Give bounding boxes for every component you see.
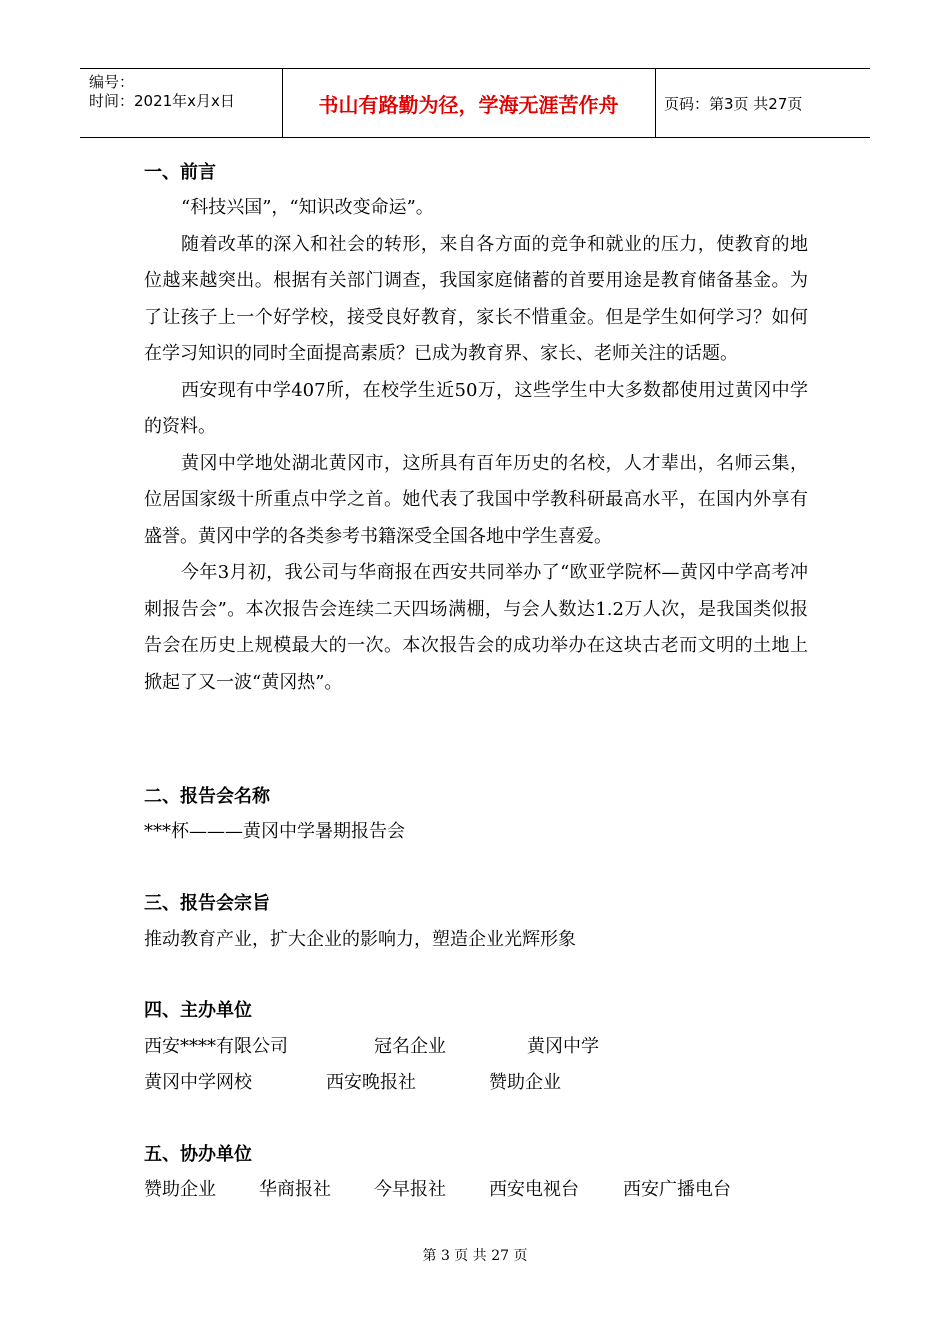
organizer: 黄冈中学 bbox=[527, 1036, 599, 1057]
header-motto: 书山有路勤为径，学海无涯苦作舟 bbox=[318, 92, 619, 117]
section-title-preface: 一、前言 bbox=[144, 162, 216, 183]
organizer: 冠名企业 bbox=[374, 1036, 446, 1057]
section-title-organizers: 四、主办单位 bbox=[144, 1000, 252, 1021]
organizer: 黄冈中学网校 bbox=[144, 1072, 252, 1093]
page-info: 页码：第3页 共27页 bbox=[664, 94, 803, 113]
preface-body bbox=[144, 190, 808, 701]
organizer: 西安****有限公司 bbox=[144, 1036, 288, 1057]
header-meta bbox=[89, 73, 235, 111]
paragraph: 今年3月初，我公司与华商报在西安共同举办了“欧亚学院杯—黄冈中学高考冲刺报告会”。本次报告会连续二天四场满棚，与会人数达1.2万人次，是我国类似报告会在历史上规模最大的一次。本次报告会的成功举办在这块古老而文明的土地上掀起了又一波“黄冈热”。 bbox=[144, 562, 808, 693]
time-label: 时间：2021年x月x日 bbox=[89, 92, 235, 110]
co-organizer: 赞助企业 bbox=[144, 1179, 216, 1200]
paragraph: 随着改革的深入和社会的转形，来自各方面的竞争和就业的压力，使教育的地位越来越突出。根据有关部门调查，我国家庭储蓄的首要用途是教育储备基金。为了让孩子上一个好学校，接受良好教育，家长不惜重金。但是学生如何学习？如何在学习知识的同时全面提高素质？已成为教育界、家长、老师关注的话题。 bbox=[144, 233, 808, 364]
organizer: 赞助企业 bbox=[489, 1072, 561, 1093]
report-name: ***杯———黄冈中学暑期报告会 bbox=[144, 821, 405, 842]
co-organizer: 西安广播电台 bbox=[623, 1179, 731, 1200]
paragraph: “科技兴国”，“知识改变命运”。 bbox=[181, 197, 434, 218]
section-title-purpose: 三、报告会宗旨 bbox=[144, 893, 270, 914]
document-header bbox=[80, 68, 870, 138]
paragraph: 黄冈中学地处湖北黄冈市，这所具有百年历史的名校，人才辈出，名师云集，位居国家级十所重点中学之首。她代表了我国中学教科研最高水平，在国内外享有盛誉。黄冈中学的各类参考书籍深受全国各地中学生喜爱。 bbox=[144, 452, 808, 547]
co-organizer: 今早报社 bbox=[374, 1179, 446, 1200]
section-title-co-organizers: 五、协办单位 bbox=[144, 1144, 252, 1165]
number-label: 编号： bbox=[89, 73, 135, 91]
report-purpose: 推动教育产业，扩大企业的影响力，塑造企业光辉形象 bbox=[144, 929, 576, 950]
paragraph: 西安现有中学407所，在校学生近50万，这些学生中大多数都使用过黄冈中学的资料。 bbox=[144, 379, 808, 437]
section-title-name: 二、报告会名称 bbox=[144, 786, 270, 807]
organizer: 西安晚报社 bbox=[326, 1072, 416, 1093]
header-divider bbox=[655, 69, 656, 137]
co-organizer: 华商报社 bbox=[259, 1179, 331, 1200]
page-footer: 第 3 页 共 27 页 bbox=[422, 1248, 528, 1264]
co-organizer: 西安电视台 bbox=[489, 1179, 579, 1200]
